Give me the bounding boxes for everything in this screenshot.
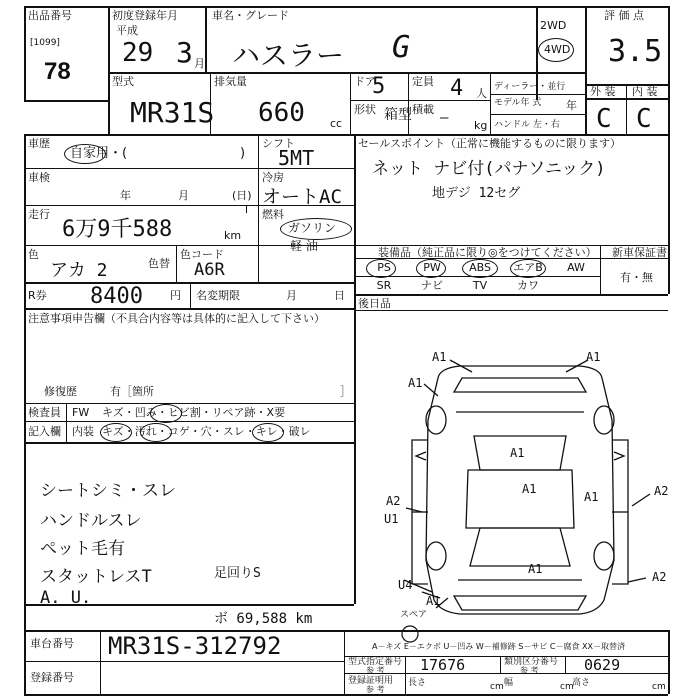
- remark-item: ペット毛有: [40, 539, 125, 559]
- inspector-label-2: 記入欄: [28, 425, 61, 438]
- equipment-item: ABS: [469, 261, 491, 274]
- shape: 箱型: [384, 107, 412, 123]
- mileage-label: 走行: [28, 208, 50, 221]
- class-number: 0629: [584, 656, 621, 674]
- damage-mark: A1: [522, 482, 537, 496]
- displacement: 660: [258, 98, 305, 128]
- inspection-label: 車検: [28, 171, 50, 184]
- damage-mark: A1: [584, 490, 599, 504]
- car-name: ハスラー: [232, 39, 345, 72]
- capacity: 4: [450, 76, 464, 101]
- damage-mark: A2: [652, 570, 667, 584]
- color-label: 色: [28, 248, 39, 261]
- chassis-number: MR31S-312792: [108, 632, 282, 660]
- usage-label: 車歴: [28, 137, 50, 150]
- fuel-label: 燃料: [262, 208, 284, 221]
- length-label: 長さ: [408, 678, 427, 688]
- damage-mark: A1: [586, 350, 601, 364]
- score: 3.5: [608, 34, 663, 69]
- inspection-month: 月: [178, 189, 189, 202]
- type-spec-sub: 参 考: [366, 666, 385, 675]
- model-year-suffix: 年: [566, 99, 577, 112]
- damage-mark: A1: [432, 350, 447, 364]
- ac: オートAC: [262, 186, 342, 208]
- damage-mark: A1: [426, 594, 441, 608]
- inspector-row-2-head: 内装: [72, 425, 94, 438]
- model-year-label: モデル年 式: [494, 98, 542, 108]
- color-code-label: 色コード: [180, 248, 224, 261]
- certificate-sub: 参 考: [366, 685, 385, 694]
- score-label: 評 価 点: [604, 9, 644, 22]
- fuel-gasoline: ガソリン: [288, 221, 337, 235]
- length-unit: cm: [490, 682, 504, 692]
- doors: 5: [372, 74, 386, 99]
- class-sub: 参 考: [520, 666, 539, 675]
- width-label: 幅: [504, 678, 514, 688]
- warranty-label: 新車保証書: [612, 246, 667, 259]
- damage-mark: A1: [528, 562, 543, 576]
- inspection-day: (日): [232, 189, 252, 202]
- car-grade: G: [392, 30, 411, 65]
- shift: 5MT: [278, 146, 315, 170]
- mileage-unit: km: [224, 229, 242, 242]
- remark-item: ハンドルスレ: [40, 511, 142, 531]
- model-label: 型式: [112, 75, 134, 88]
- dealer-label: ディーラー・並行: [494, 82, 566, 92]
- inspector-label-1: 検査員: [28, 406, 61, 419]
- model-code: MR31S: [130, 96, 215, 129]
- ps-circle: [366, 259, 396, 278]
- lot-number: 78: [44, 58, 71, 85]
- ac-label: 冷房: [262, 171, 284, 184]
- exterior-label: 外 装: [590, 85, 616, 98]
- exterior-grade: C: [596, 104, 612, 134]
- shape-label: 形状: [354, 103, 376, 116]
- type-spec-number: 17676: [420, 656, 466, 674]
- dent-circle: [150, 404, 182, 423]
- equipment-item: カワ: [517, 279, 539, 292]
- fuel-diesel: 軽 油: [290, 239, 318, 253]
- notes-label: 注意事項申告欄（不具合内容等は具体的に記入して下さい）: [28, 312, 325, 325]
- damage-mark: A2: [654, 484, 669, 498]
- equipment-item: PW: [423, 261, 441, 274]
- repair-history-close: ］: [340, 385, 351, 398]
- mileage: 6万9千588: [62, 217, 173, 242]
- damage-mark: U4: [398, 578, 413, 592]
- scuff-circle: [252, 423, 284, 442]
- load: —: [440, 110, 449, 126]
- class-label: 類別区分番号: [504, 657, 559, 667]
- recycle-value: 8400: [90, 284, 143, 309]
- equipment-item: エアB: [513, 261, 543, 274]
- height-label: 高さ: [572, 678, 591, 688]
- inspector-row-1-head: FW: [72, 406, 90, 419]
- damage-mark: U1: [384, 512, 399, 526]
- doors-label: ドア: [354, 75, 376, 88]
- lot-code: [1099]: [30, 38, 60, 48]
- displacement-label: 排気量: [214, 75, 247, 88]
- remark-item: A. U.: [40, 588, 92, 608]
- name-change-label: 名変期限: [196, 289, 240, 302]
- damage-mark: A1: [408, 376, 423, 390]
- repaint-label: 色替: [148, 257, 170, 270]
- capacity-label: 定員: [412, 75, 434, 88]
- airbag-circle: [510, 259, 546, 278]
- color-code: A6R: [194, 260, 225, 280]
- car-name-label: 車名・グレード: [212, 9, 289, 22]
- name-change-month: 月: [286, 289, 297, 302]
- dirt-circle: [140, 423, 172, 442]
- usage-value: 自家用・(: [70, 146, 128, 161]
- height-unit: cm: [652, 682, 666, 692]
- two-wd-label: 2WD: [540, 19, 567, 32]
- width-unit: cm: [560, 682, 574, 692]
- color: アカ 2: [50, 260, 108, 281]
- interior-grade: C: [636, 104, 652, 134]
- shift-label: シフト: [262, 137, 295, 150]
- damage-mark: A2: [386, 494, 401, 508]
- displacement-unit: cc: [330, 117, 343, 130]
- spare-label: スペア: [400, 610, 428, 620]
- sales-point-line-2: 地デジ 12セグ: [432, 186, 521, 201]
- warranty-value: 有・無: [620, 271, 653, 284]
- equipment-item: SR: [376, 279, 392, 292]
- inspector-row-1: キズ・凹み・ヒビ割・リペア跡・X要: [102, 406, 286, 419]
- interior-label: 内 装: [632, 85, 658, 98]
- inspection-year: 年: [120, 189, 131, 202]
- remark-side: 足回りS: [214, 566, 261, 581]
- damage-legend: A－キズ E－エクボ U－凹み W－補修跡 S－サビ C－腐食 XX－取替済: [372, 642, 626, 651]
- month-suffix: 月: [194, 57, 205, 70]
- abs-circle: [462, 259, 498, 278]
- registration-month: 3: [176, 36, 193, 69]
- remark-item: シートシミ・スレ: [40, 481, 176, 501]
- equipment-item: ナビ: [421, 279, 443, 292]
- equipment-item: PS: [377, 261, 391, 274]
- docs-label: 後日品: [358, 297, 391, 310]
- sales-points-label: セールスポイント（正常に機能するものに限ります）: [358, 137, 622, 150]
- damage-mark: A1: [510, 446, 525, 460]
- scratch-circle: [100, 423, 132, 442]
- recycle-label: R券: [28, 289, 47, 302]
- four-wd-label: 4WD: [544, 43, 571, 56]
- type-spec-label: 型式指定番号: [348, 657, 403, 667]
- first-registration-label: 初度登録年月: [112, 9, 178, 22]
- inspector-row-2: キズ・汚れ・コゲ・穴・スレ・キレ・破レ: [102, 425, 311, 438]
- registration-label: 登録番号: [30, 671, 74, 684]
- repair-history-value: 有［箇所: [110, 385, 154, 398]
- name-change-day: 日: [334, 289, 345, 302]
- sales-point-line-1: ネット ナビ付(パナソニック): [372, 159, 606, 179]
- recycle-unit: 円: [170, 289, 181, 302]
- repair-history-label: 修復歴: [44, 385, 77, 398]
- era-written: 平成: [116, 24, 138, 37]
- equipment-item: TV: [472, 279, 488, 292]
- handle-label: ハンドル 左・右: [494, 120, 560, 130]
- usage-close: ): [240, 146, 246, 161]
- remark-odometer: ボ 69,588 km: [214, 611, 313, 627]
- lot-number-label: 出品番号: [28, 9, 72, 22]
- pw-circle: [416, 259, 446, 278]
- chassis-label: 車台番号: [30, 637, 74, 650]
- registration-year: 29: [122, 38, 154, 68]
- certificate-label: 登録証明用: [348, 676, 394, 686]
- equipment-label: 装備品（純正品に限り◎をつけてください）: [378, 246, 597, 259]
- capacity-unit: 人: [476, 87, 487, 100]
- load-unit: kg: [474, 119, 488, 132]
- remark-item: スタットレスT: [40, 567, 152, 587]
- load-label: 積載: [412, 103, 434, 116]
- equipment-item: AW: [567, 261, 585, 274]
